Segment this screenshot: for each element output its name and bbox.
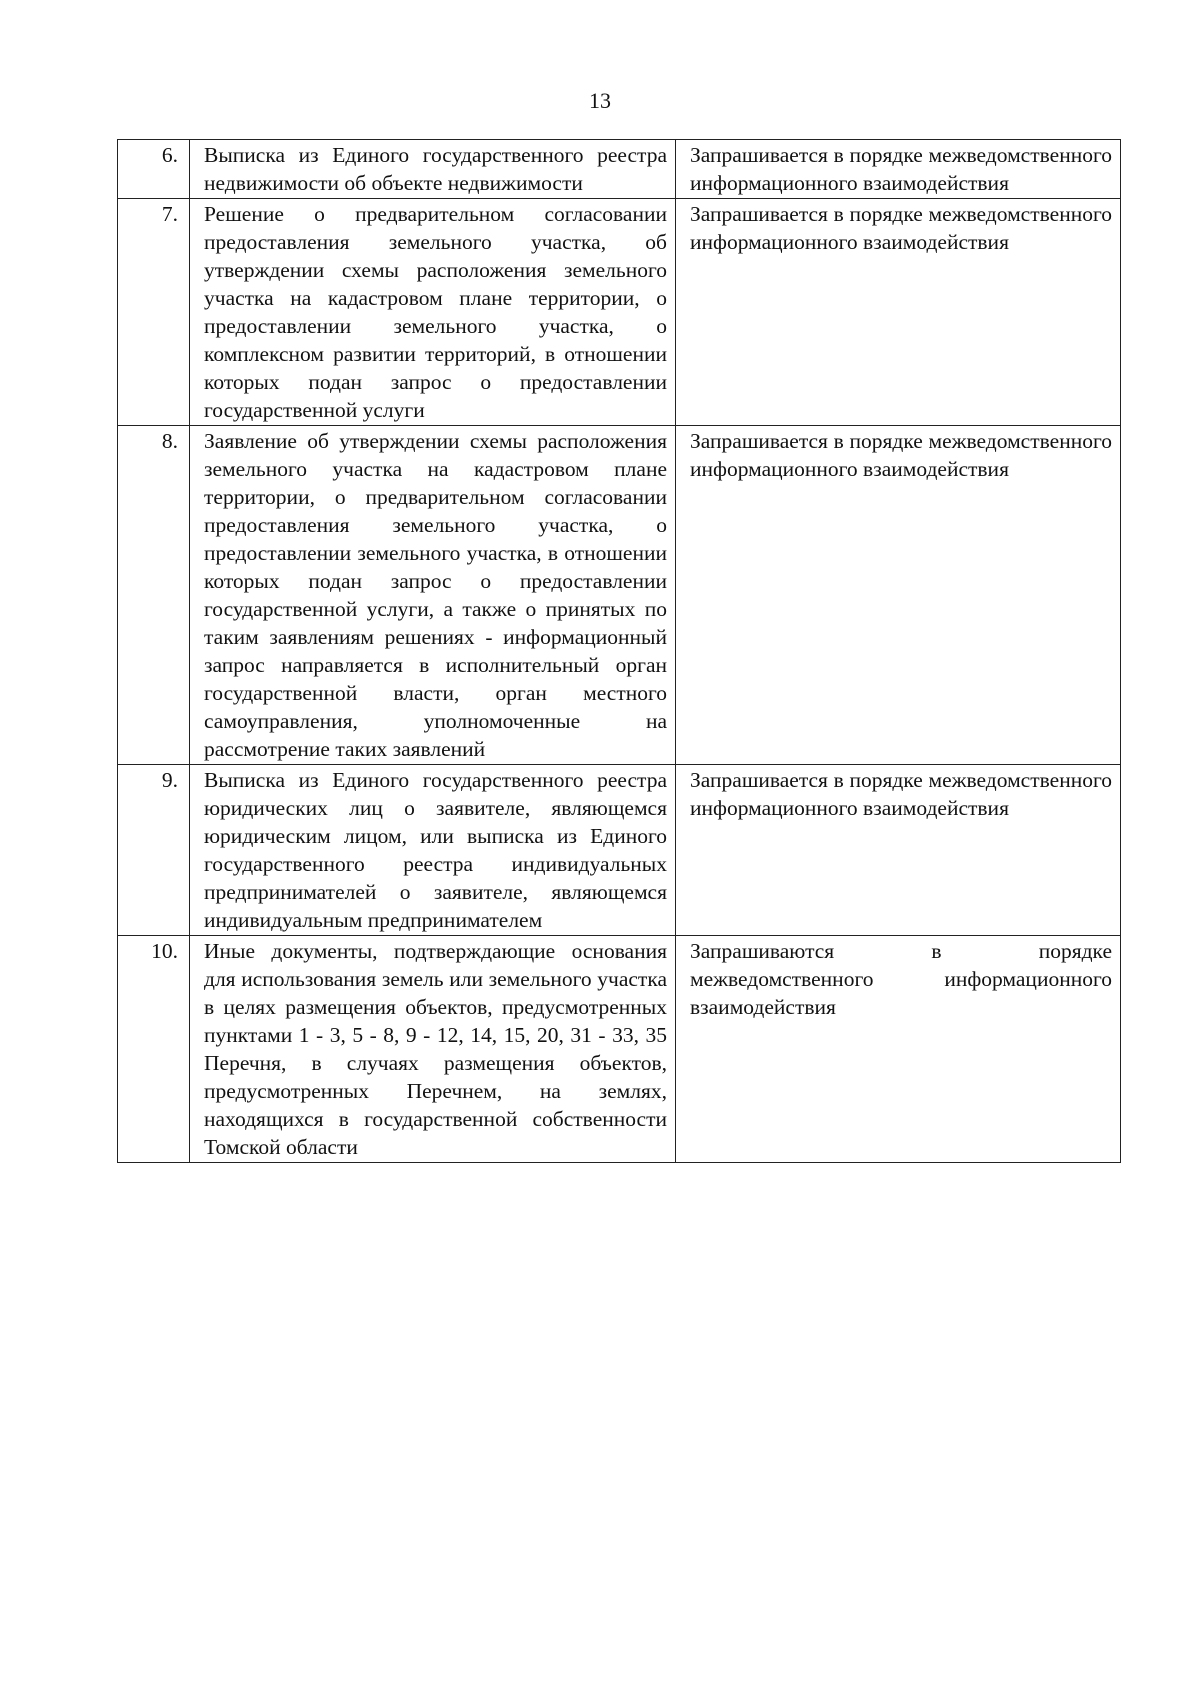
document-name: Иные документы, подтверждающие основания для использования земель или земельного участка в целях размещения объектов, предусмотренных пунктами 1 - 3, 5 - 8, 9 - 12, 14, 15, 20, 31 - 33, 35 Перечня, в случаях размещения объектов, предусмотренных Перечнем, на землях, находящихся в государственной собственности Томской области xyxy=(190,936,676,1163)
request-method: Запрашиваются в порядке межведомственного информационного взаимодействия xyxy=(676,936,1121,1163)
row-number: 8. xyxy=(118,426,190,765)
request-method: Запрашивается в порядке межведомственного информационного взаимодействия xyxy=(676,426,1121,765)
row-number: 10. xyxy=(118,936,190,1163)
request-method: Запрашивается в порядке межведомственного информационного взаимодействия xyxy=(676,199,1121,426)
request-method: Запрашивается в порядке межведомственного информационного взаимодействия xyxy=(676,140,1121,199)
table-row xyxy=(118,936,1121,1163)
row-number: 6. xyxy=(118,140,190,199)
document-name: Выписка из Единого государственного реестра недвижимости об объекте недвижимости xyxy=(190,140,676,199)
row-number: 9. xyxy=(118,765,190,936)
table-row xyxy=(118,765,1121,936)
document-name: Заявление об утверждении схемы расположения земельного участка на кадастровом плане территории, о предварительном согласовании предоставления земельного участка, о предоставлении земельного участка, в отношении которых подан запрос о предоставлении государственной услуги, а также о принятых по таким заявлениям решениях - информационный запрос направляется в исполнительный орган государственной власти, орган местного самоуправления, уполномоченные на рассмотрение таких заявлений xyxy=(190,426,676,765)
table-row xyxy=(118,426,1121,765)
documents-table xyxy=(117,139,1121,1163)
row-number: 7. xyxy=(118,199,190,426)
table-row xyxy=(118,140,1121,199)
table-row xyxy=(118,199,1121,426)
document-name: Выписка из Единого государственного реестра юридических лиц о заявителе, являющемся юридическим лицом, или выписка из Единого государственного реестра индивидуальных предпринимателей о заявителе, являющемся индивидуальным предпринимателем xyxy=(190,765,676,936)
page-number: 13 xyxy=(589,88,611,113)
request-method: Запрашивается в порядке межведомственного информационного взаимодействия xyxy=(676,765,1121,936)
document-name: Решение о предварительном согласовании предоставления земельного участка, об утверждении схемы расположения земельного участка на кадастровом плане территории, о предоставлении земельного участка, о комплексном развитии территорий, в отношении которых подан запрос о предоставлении государственной услуги xyxy=(190,199,676,426)
